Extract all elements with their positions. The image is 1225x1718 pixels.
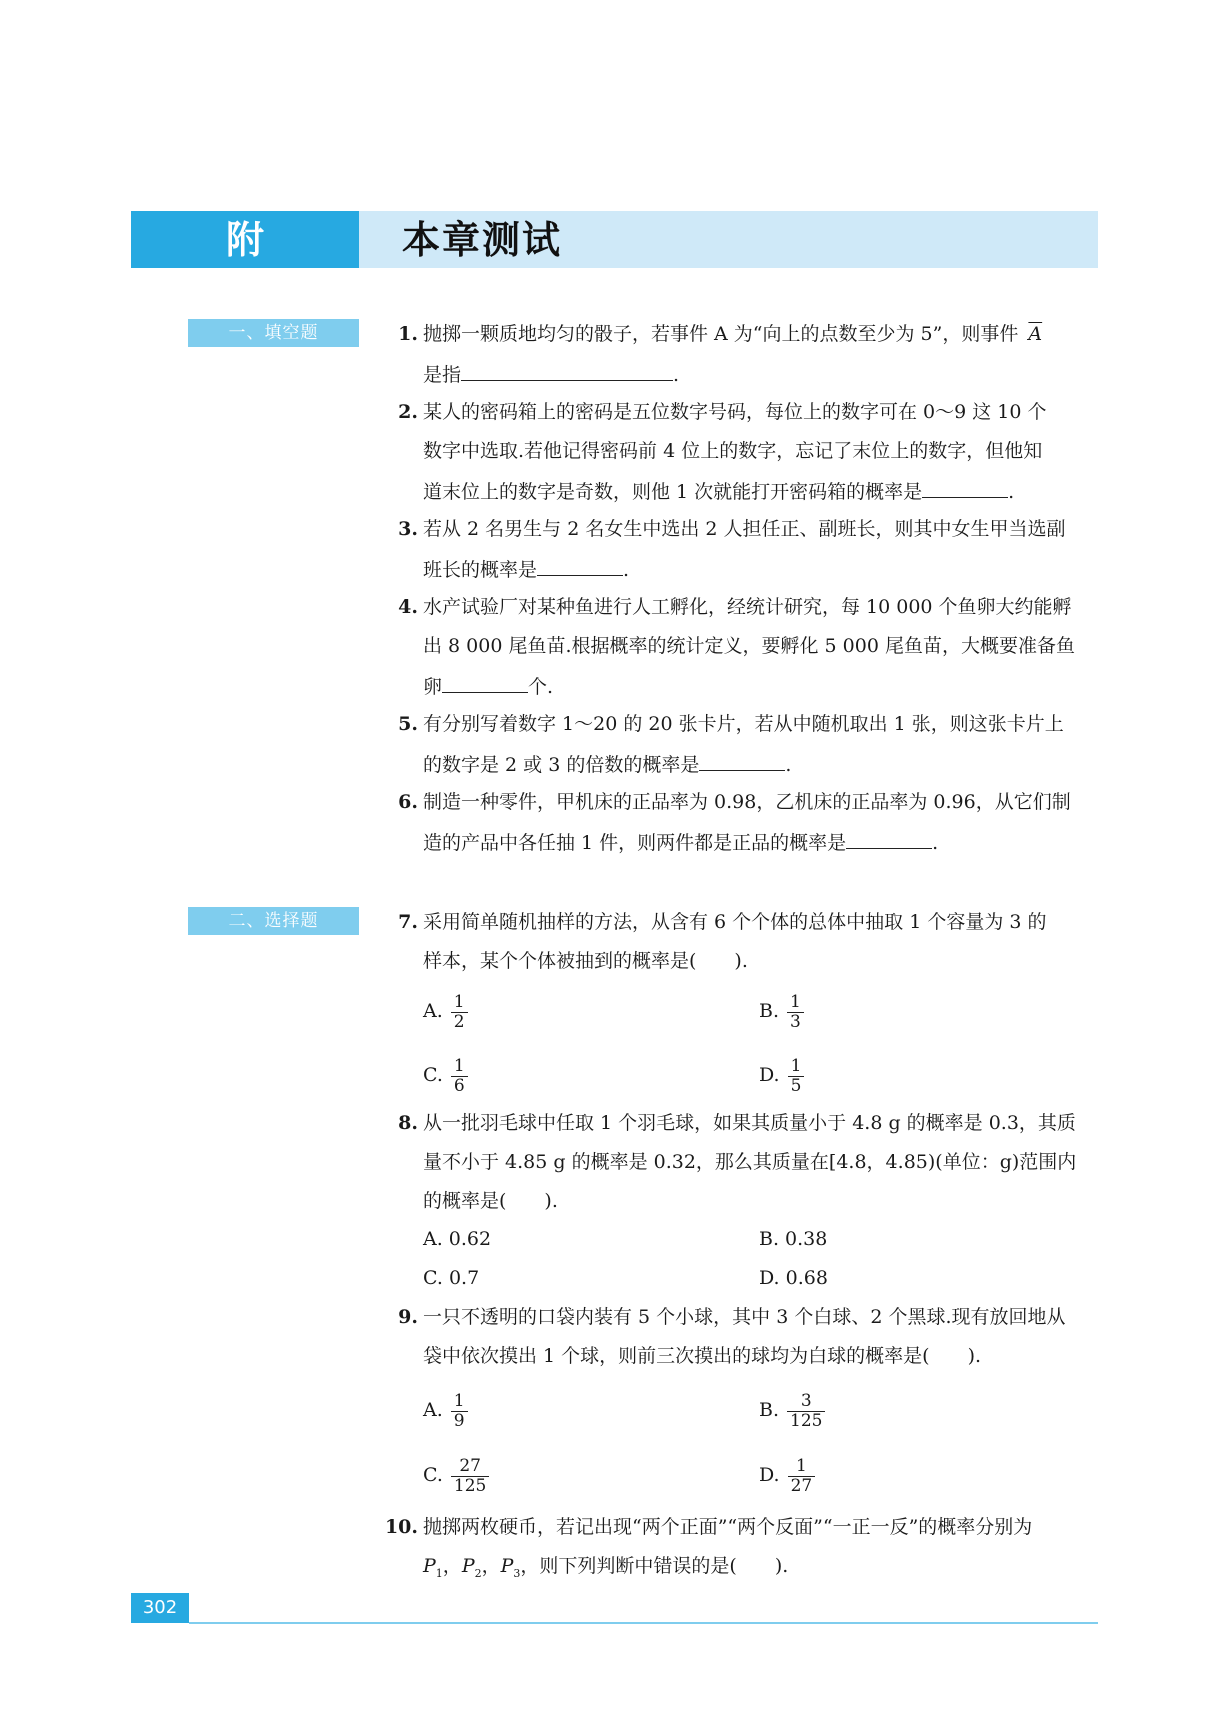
answer-blank[interactable]	[922, 471, 1008, 498]
denominator: 9	[451, 1411, 468, 1431]
question-line: 出 8 000 尾鱼苗.根据概率的统计定义，要孵化 5 000 尾鱼苗，大概要准备鱼	[423, 635, 1075, 657]
option-label: A.	[423, 1399, 443, 1421]
question-line: 若从 2 名男生与 2 名女生中选出 2 人担任正、副班长，则其中女生甲当选副	[423, 518, 1066, 540]
numerator: 27	[459, 1455, 481, 1476]
question-number: 1.	[398, 323, 418, 345]
question-line: 从一批羽毛球中任取 1 个羽毛球，如果其质量小于 4.8 g 的概率是 0.3，其质	[423, 1112, 1076, 1134]
separator: ，	[442, 1555, 462, 1577]
question-number: 5.	[398, 713, 418, 735]
denominator: 6	[451, 1076, 468, 1096]
line-end: .	[1008, 481, 1015, 503]
footer-rule	[189, 1622, 1098, 1624]
appendix-mark: 附	[225, 217, 264, 262]
section-label-fill: 一、填空题	[188, 319, 359, 347]
denominator: 2	[451, 1012, 468, 1032]
option-b[interactable]: B. 0.38	[759, 1228, 828, 1250]
question-line: 的概率是( ).	[423, 1190, 558, 1212]
fraction	[451, 993, 468, 1032]
numerator: 3	[800, 1390, 812, 1411]
denominator: 5	[788, 1076, 805, 1096]
option-label: A.	[423, 1000, 443, 1022]
answer-blank[interactable]	[442, 666, 528, 693]
question-line: 的数字是 2 或 3 的倍数的概率是	[423, 754, 700, 776]
option-a[interactable]	[423, 1391, 468, 1431]
question-text	[423, 744, 791, 785]
fraction	[788, 1457, 816, 1496]
option-label: D.	[759, 1464, 780, 1486]
question-number: 2.	[398, 401, 418, 423]
numerator: 1	[796, 1455, 807, 1476]
answer-blank[interactable]	[537, 549, 623, 576]
subscript: 1	[435, 1566, 443, 1580]
question-line: 有分别写着数字 1～20 的 20 张卡片，若从中随机取出 1 张，则这张卡片上	[423, 713, 1064, 735]
numerator: 1	[453, 1390, 465, 1411]
prob-symbol: P	[423, 1555, 436, 1577]
page-number: 302	[131, 1593, 189, 1623]
fraction	[787, 1392, 825, 1431]
option-label: B.	[759, 1399, 780, 1421]
question-line: 抛掷一颗质地均匀的骰子，若事件 A 为“向上的点数至少为 5”，则事件	[423, 323, 1019, 345]
question-text	[423, 354, 679, 395]
option-c[interactable]: C. 0.7	[423, 1267, 480, 1289]
subscript: 3	[513, 1566, 521, 1580]
option-label: C.	[423, 1064, 443, 1086]
question-line: 样本，某个个体被抽到的概率是( ).	[423, 950, 748, 972]
line-end: .	[623, 559, 630, 581]
question-line: 是指	[423, 364, 462, 386]
option-c[interactable]	[423, 1456, 489, 1496]
question-number: 4.	[398, 596, 418, 618]
question-line: 数字中选取.若他记得密码前 4 位上的数字，忘记了末位上的数字，但他知	[423, 440, 1043, 462]
question-line: 卵	[423, 676, 443, 698]
question-number: 6.	[398, 791, 418, 813]
fraction	[451, 1392, 468, 1431]
denominator: 27	[788, 1476, 816, 1496]
question-text	[423, 549, 629, 590]
line-end: .	[932, 832, 939, 854]
question-line: 班长的概率是	[423, 559, 538, 581]
option-d[interactable]: D. 0.68	[759, 1267, 828, 1289]
denominator: 3	[787, 1012, 804, 1032]
question-text	[423, 1547, 788, 1593]
numerator: 1	[790, 1055, 802, 1076]
question-line: 采用简单随机抽样的方法，从含有 6 个个体的总体中抽取 1 个容量为 3 的	[423, 911, 1047, 933]
page-title: 本章测试	[402, 217, 563, 262]
question-text	[423, 666, 553, 707]
option-a[interactable]	[423, 992, 468, 1032]
question-text	[423, 822, 938, 863]
question-line: 袋中依次摸出 1 个球，则前三次摸出的球均为白球的概率是( ).	[423, 1345, 982, 1367]
fraction	[451, 1457, 489, 1496]
answer-blank[interactable]	[846, 822, 932, 849]
option-label: C.	[423, 1464, 443, 1486]
section-label-choice: 二、选择题	[188, 907, 359, 935]
question-line: 量不小于 4.85 g 的概率是 0.32，那么其质量在[4.8，4.85)(单位：g)范围内	[423, 1151, 1077, 1173]
denominator: 125	[451, 1476, 489, 1496]
event-a-complement: $\overline{A}$	[1028, 323, 1043, 345]
question-number: 3.	[398, 518, 418, 540]
option-b[interactable]	[759, 992, 804, 1032]
numerator: 1	[453, 991, 465, 1012]
option-b[interactable]	[759, 1391, 825, 1431]
line-end: 个.	[528, 676, 554, 698]
prob-symbol: P	[500, 1555, 514, 1577]
fraction	[451, 1057, 468, 1096]
line-end: .	[785, 754, 792, 776]
option-d[interactable]	[759, 1056, 804, 1096]
question-line: 制造一种零件，甲机床的正品率为 0.98，乙机床的正品率为 0.96，从它们制	[423, 791, 1071, 813]
question-line: 抛掷两枚硬币，若记出现“两个正面”“两个反面”“一正一反”的概率分别为	[423, 1516, 1033, 1538]
fraction	[788, 1057, 805, 1096]
subscript: 2	[474, 1566, 482, 1580]
answer-blank[interactable]	[461, 354, 673, 381]
numerator: 1	[453, 1055, 465, 1076]
option-d[interactable]	[759, 1456, 815, 1496]
option-c[interactable]	[423, 1056, 468, 1096]
separator: ，	[481, 1555, 501, 1577]
question-line: ，则下列判断中错误的是( ).	[520, 1555, 789, 1577]
question-number: 8.	[398, 1112, 418, 1134]
question-number: 7.	[398, 911, 418, 933]
prob-symbol: P	[461, 1555, 475, 1577]
denominator: 125	[787, 1411, 825, 1431]
answer-blank[interactable]	[699, 744, 785, 771]
question-line: 一只不透明的口袋内装有 5 个小球，其中 3 个白球、2 个黑球.现有放回地从	[423, 1306, 1066, 1328]
question-text	[423, 471, 1014, 512]
question-number: 10.	[384, 1516, 418, 1538]
numerator: 1	[790, 991, 801, 1012]
option-a[interactable]: A. 0.62	[423, 1228, 492, 1250]
fraction	[787, 993, 804, 1032]
question-line: 造的产品中各任抽 1 件，则两件都是正品的概率是	[423, 832, 847, 854]
option-label: D.	[759, 1064, 780, 1086]
question-line: 水产试验厂对某种鱼进行人工孵化，经统计研究，每 10 000 个鱼卵大约能孵	[423, 596, 1072, 618]
question-text	[423, 315, 1042, 354]
line-end: .	[673, 364, 680, 386]
option-label: B.	[759, 1000, 780, 1022]
question-line: 道末位上的数字是奇数，则他 1 次就能打开密码箱的概率是	[423, 481, 923, 503]
question-number: 9.	[398, 1306, 418, 1328]
question-line: 某人的密码箱上的密码是五位数字号码，每位上的数字可在 0～9 这 10 个	[423, 401, 1047, 423]
